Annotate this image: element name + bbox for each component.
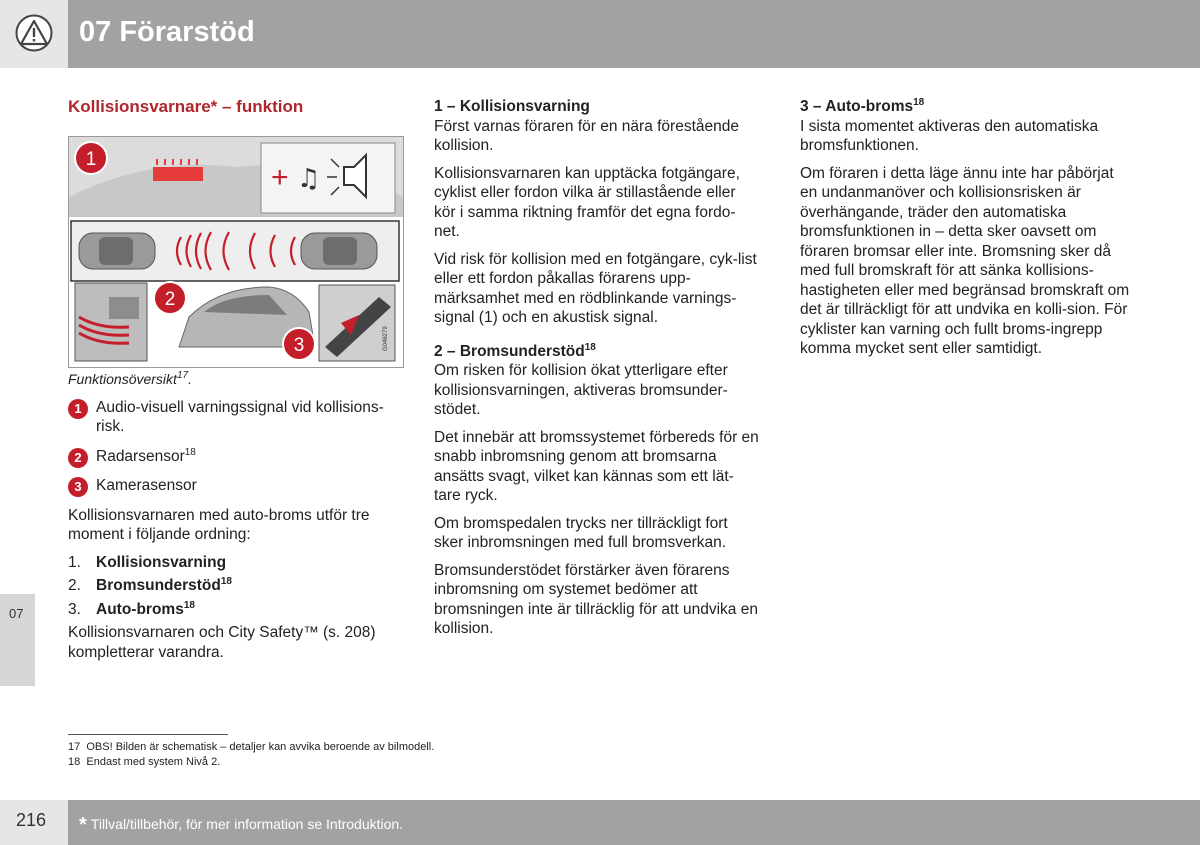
- legend-item-2: [68, 447, 408, 467]
- paragraph: Det innebär att bromssystemet förbereds för en snabb inbromsning genom att bromsarna ansätts svagt, vilket kan kännas som ett lät-tare ryck.: [434, 428, 759, 504]
- paragraph: Först varnas föraren för en nära förestående kollision.: [434, 117, 739, 154]
- legend-item-1: [68, 398, 408, 437]
- figure-caption: Funktionsöversikt$^{17}$.: [68, 370, 192, 387]
- legend-text: Audio-visuell varningssignal vid kollisions-risk.: [96, 398, 384, 435]
- outro-paragraph: Kollisionsvarnaren och City Safety™ (s. 208) kompletterar varandra.: [68, 624, 376, 661]
- footnote-rule: [68, 734, 228, 735]
- intro-paragraph: Kollisionsvarnaren med auto-broms utför tre moment i följande ordning:: [68, 506, 370, 543]
- legend-number: 3: [68, 477, 88, 497]
- legend-number: 2: [68, 448, 88, 468]
- legend-item-3: [68, 476, 408, 496]
- function-overview-figure: [68, 136, 404, 368]
- paragraph: Om föraren i detta läge ännu inte har påbörjat en undanmanöver och kollisionsrisken är överhängande, träder den automatiska bromsfunktionen in – detta sker oavsett om föraren bromsar eller inte. Bromsning sker då med full bromskraft för att sänka kollisions-hastigheten eller med begränsad bromskraft om det är tillräckligt för att undvika en kolli-sion. För cyklister kan varning och fullt broms-ingrepp komma mycket sent eller samtidigt.: [800, 164, 1130, 357]
- footer-note: * Tillval/tillbehör, för mer information se Introduktion.: [79, 814, 404, 836]
- svg-text:1: 1: [85, 149, 97, 170]
- legend-text: Kamerasensor: [96, 477, 197, 494]
- list-item: 1. Kollisionsvarning: [68, 553, 227, 571]
- chapter-side-tab: [0, 594, 35, 686]
- column-2: [434, 97, 760, 647]
- column-1: [68, 96, 402, 118]
- column-3: [800, 97, 1132, 367]
- header-left-block: [0, 0, 68, 68]
- paragraph: Kollisionsvarnaren kan upptäcka fotgängare, cyklist eller fordon vilka är stillastående eller kör i samma riktning framför det egna fordo-net.: [434, 164, 740, 240]
- subsection-heading-1: 1 – Kollisionsvarning: [434, 98, 590, 115]
- paragraph: Bromsunderstödet förstärker även förarens inbromsning om systemet bedömer att bromsningen inte är tillräcklig för att undvika en kollision.: [434, 561, 758, 637]
- callout-2: [154, 282, 186, 314]
- figure-illustration: [69, 137, 403, 367]
- list-item: 3. Auto-broms$^{18}$: [68, 599, 195, 618]
- paragraph: Vid risk för kollision med en fotgängare, cyk-list eller ett fordon påkallas förarens upp-märksamhet med en rödblinkande varnings-signal (1) och en akustisk signal.: [434, 250, 757, 326]
- list-item: 2. Bromsunderstöd$^{18}$: [68, 576, 232, 594]
- svg-text:3: 3: [293, 335, 305, 356]
- section-heading: Kollisionsvarnare* – funktion: [68, 97, 304, 116]
- callout-1: [75, 142, 107, 174]
- legend-text: Radarsensor: [96, 447, 185, 465]
- callout-3: [283, 328, 315, 360]
- svg-text:♫: ♫: [297, 164, 321, 194]
- legend-number: 1: [68, 399, 88, 419]
- chapter-tab-label: 07: [9, 606, 24, 621]
- paragraph: I sista momentet aktiveras den automatiska bromsfunktionen.: [800, 117, 1099, 154]
- warning-triangle-icon: [15, 14, 53, 52]
- svg-text:+: +: [271, 161, 289, 194]
- footnote-18: 18 Endast med system Nivå 2.: [68, 756, 221, 768]
- footnote-17: 17 OBS! Bilden är schematisk – detaljer kan avvika beroende av bilmodell.: [68, 741, 435, 753]
- chapter-title: 07 Förarstöd: [79, 16, 255, 48]
- svg-text:2: 2: [164, 289, 176, 310]
- subsection-heading-3: 3 – Auto-broms$^{18}$: [800, 97, 925, 115]
- column-1-body: [68, 370, 408, 670]
- page-number: 216: [16, 810, 47, 830]
- paragraph: Om risken för kollision ökat ytterligare efter kollisionsvarningen, aktiveras bromsunder-stödet.: [434, 362, 728, 418]
- asterisk-icon: *: [79, 814, 87, 836]
- subsection-heading-2: 2 – Bromsunderstöd$^{18}$: [434, 341, 596, 360]
- footnote-ref: 18: [184, 446, 196, 458]
- figure-code: G046279: [383, 326, 389, 351]
- paragraph: Om bromspedalen trycks ner tillräckligt fort sker inbromsningen med full bromsverkan.: [434, 514, 728, 551]
